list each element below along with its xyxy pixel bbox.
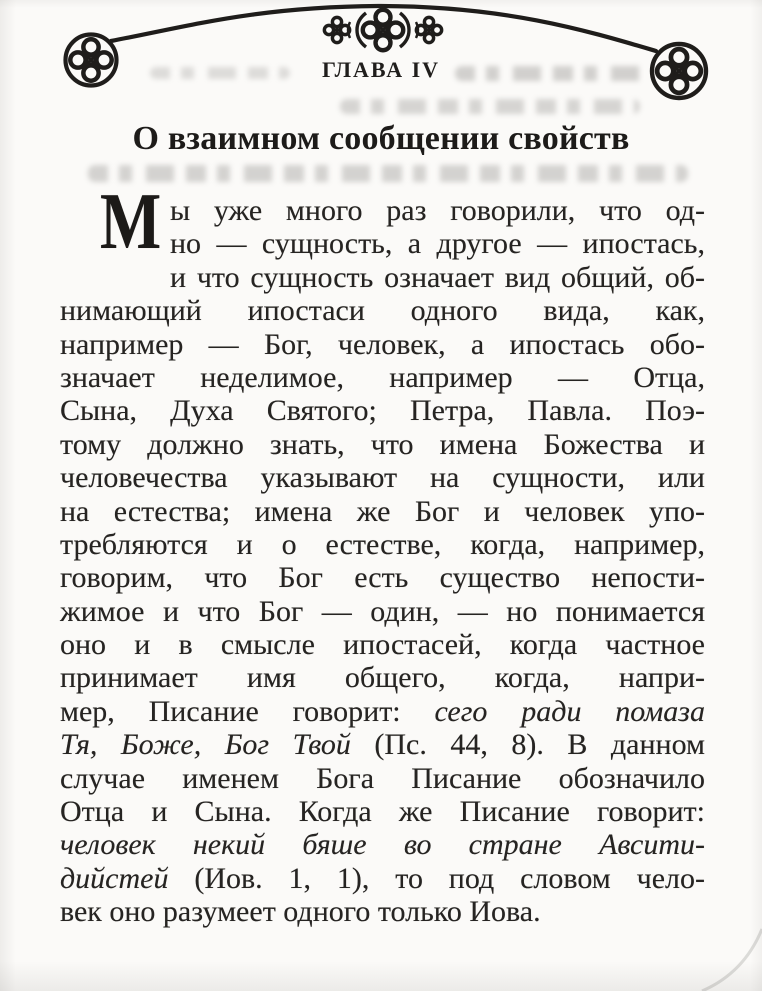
- text-line: [60, 294, 705, 327]
- text-segment: говорим, что Бог есть существо непости-: [60, 561, 705, 595]
- text-segment: и что сущность означает вид общий, об-: [170, 260, 705, 294]
- text-segment: жимое и что Бог — один, — но понимается: [60, 594, 705, 628]
- text-segment: (Иов. 1, 1), то под словом чело-: [168, 861, 705, 895]
- text-segment: например — Бог, человек, а ипостась обо-: [60, 327, 705, 361]
- text-line: [60, 528, 705, 561]
- text-line: [60, 695, 705, 728]
- chapter-heading: ГЛАВА IV: [321, 57, 441, 82]
- text-line: [60, 595, 705, 628]
- text-segment: (Пс. 44, 8). В данном: [350, 728, 705, 762]
- text-segment: Сына, Духа Святого; Петра, Павла. Поэ-: [60, 394, 705, 428]
- text-line: [60, 628, 705, 661]
- text-line: [60, 862, 705, 895]
- page-title: О взаимном сообщении свойств: [132, 120, 630, 157]
- text-segment: но — сущность, а другое — ипостась,: [170, 227, 705, 261]
- text-segment: нимающий ипостаси одного вида, как,: [60, 294, 705, 328]
- text-segment-italic: Тя, Боже, Бог Твой: [60, 728, 351, 762]
- text-line: [60, 728, 705, 761]
- text-segment: ы уже много раз говорили, что од-: [170, 194, 705, 227]
- text-segment-italic: сего ради помаза: [434, 694, 705, 728]
- text-line: [60, 495, 705, 528]
- text-segment-italic: дийстей: [60, 861, 169, 895]
- text-line: [60, 361, 705, 394]
- drop-cap-letter: М: [100, 176, 162, 266]
- text-segment: на естества; имена же Бог и человек упо-: [60, 494, 705, 528]
- text-segment: значает неделимое, например — Отца,: [60, 360, 705, 394]
- page-edge-shadow-right: [750, 0, 762, 991]
- page-edge-shadow-top: [0, 0, 762, 8]
- text-line: [60, 661, 705, 694]
- drop-cap: [60, 176, 170, 266]
- text-line: [60, 795, 705, 828]
- text-line: [60, 895, 705, 928]
- page-edge-shadow-bottom: [0, 961, 762, 991]
- text-line: [60, 461, 705, 494]
- text-line: [60, 328, 705, 361]
- text-segment: принимает имя общего, когда, напри-: [60, 661, 705, 695]
- text-line: [60, 561, 705, 594]
- bleed-through-smudge: [88, 165, 688, 182]
- text-line: [60, 828, 705, 861]
- text-segment: оно и в смысле ипостасей, когда частное: [60, 628, 705, 662]
- text-segment: случае именем Бога Писание обозначило: [60, 761, 705, 795]
- text-segment: требляются и о естестве, когда, например,: [60, 527, 705, 561]
- text-segment: человечества указывают на сущности, или: [60, 461, 705, 495]
- prose: [60, 176, 705, 929]
- page-curl-line: [672, 911, 762, 991]
- page-edge-shadow-left: [0, 0, 16, 991]
- text-line: [60, 762, 705, 795]
- text-line: [60, 394, 705, 427]
- center-ornament-icon: [324, 10, 441, 50]
- text-segment-italic: человек некий бяше во стране Авсити-: [60, 828, 705, 862]
- text-segment: мер, Писание говорит:: [60, 694, 435, 728]
- text-segment: Отца и Сына. Когда же Писание говорит:: [60, 795, 705, 829]
- text-line: [60, 428, 705, 461]
- text-segment: тому должно знать, что имена Божества и: [60, 427, 705, 461]
- text-segment: век оно разумеет одного только Иова.: [60, 895, 541, 929]
